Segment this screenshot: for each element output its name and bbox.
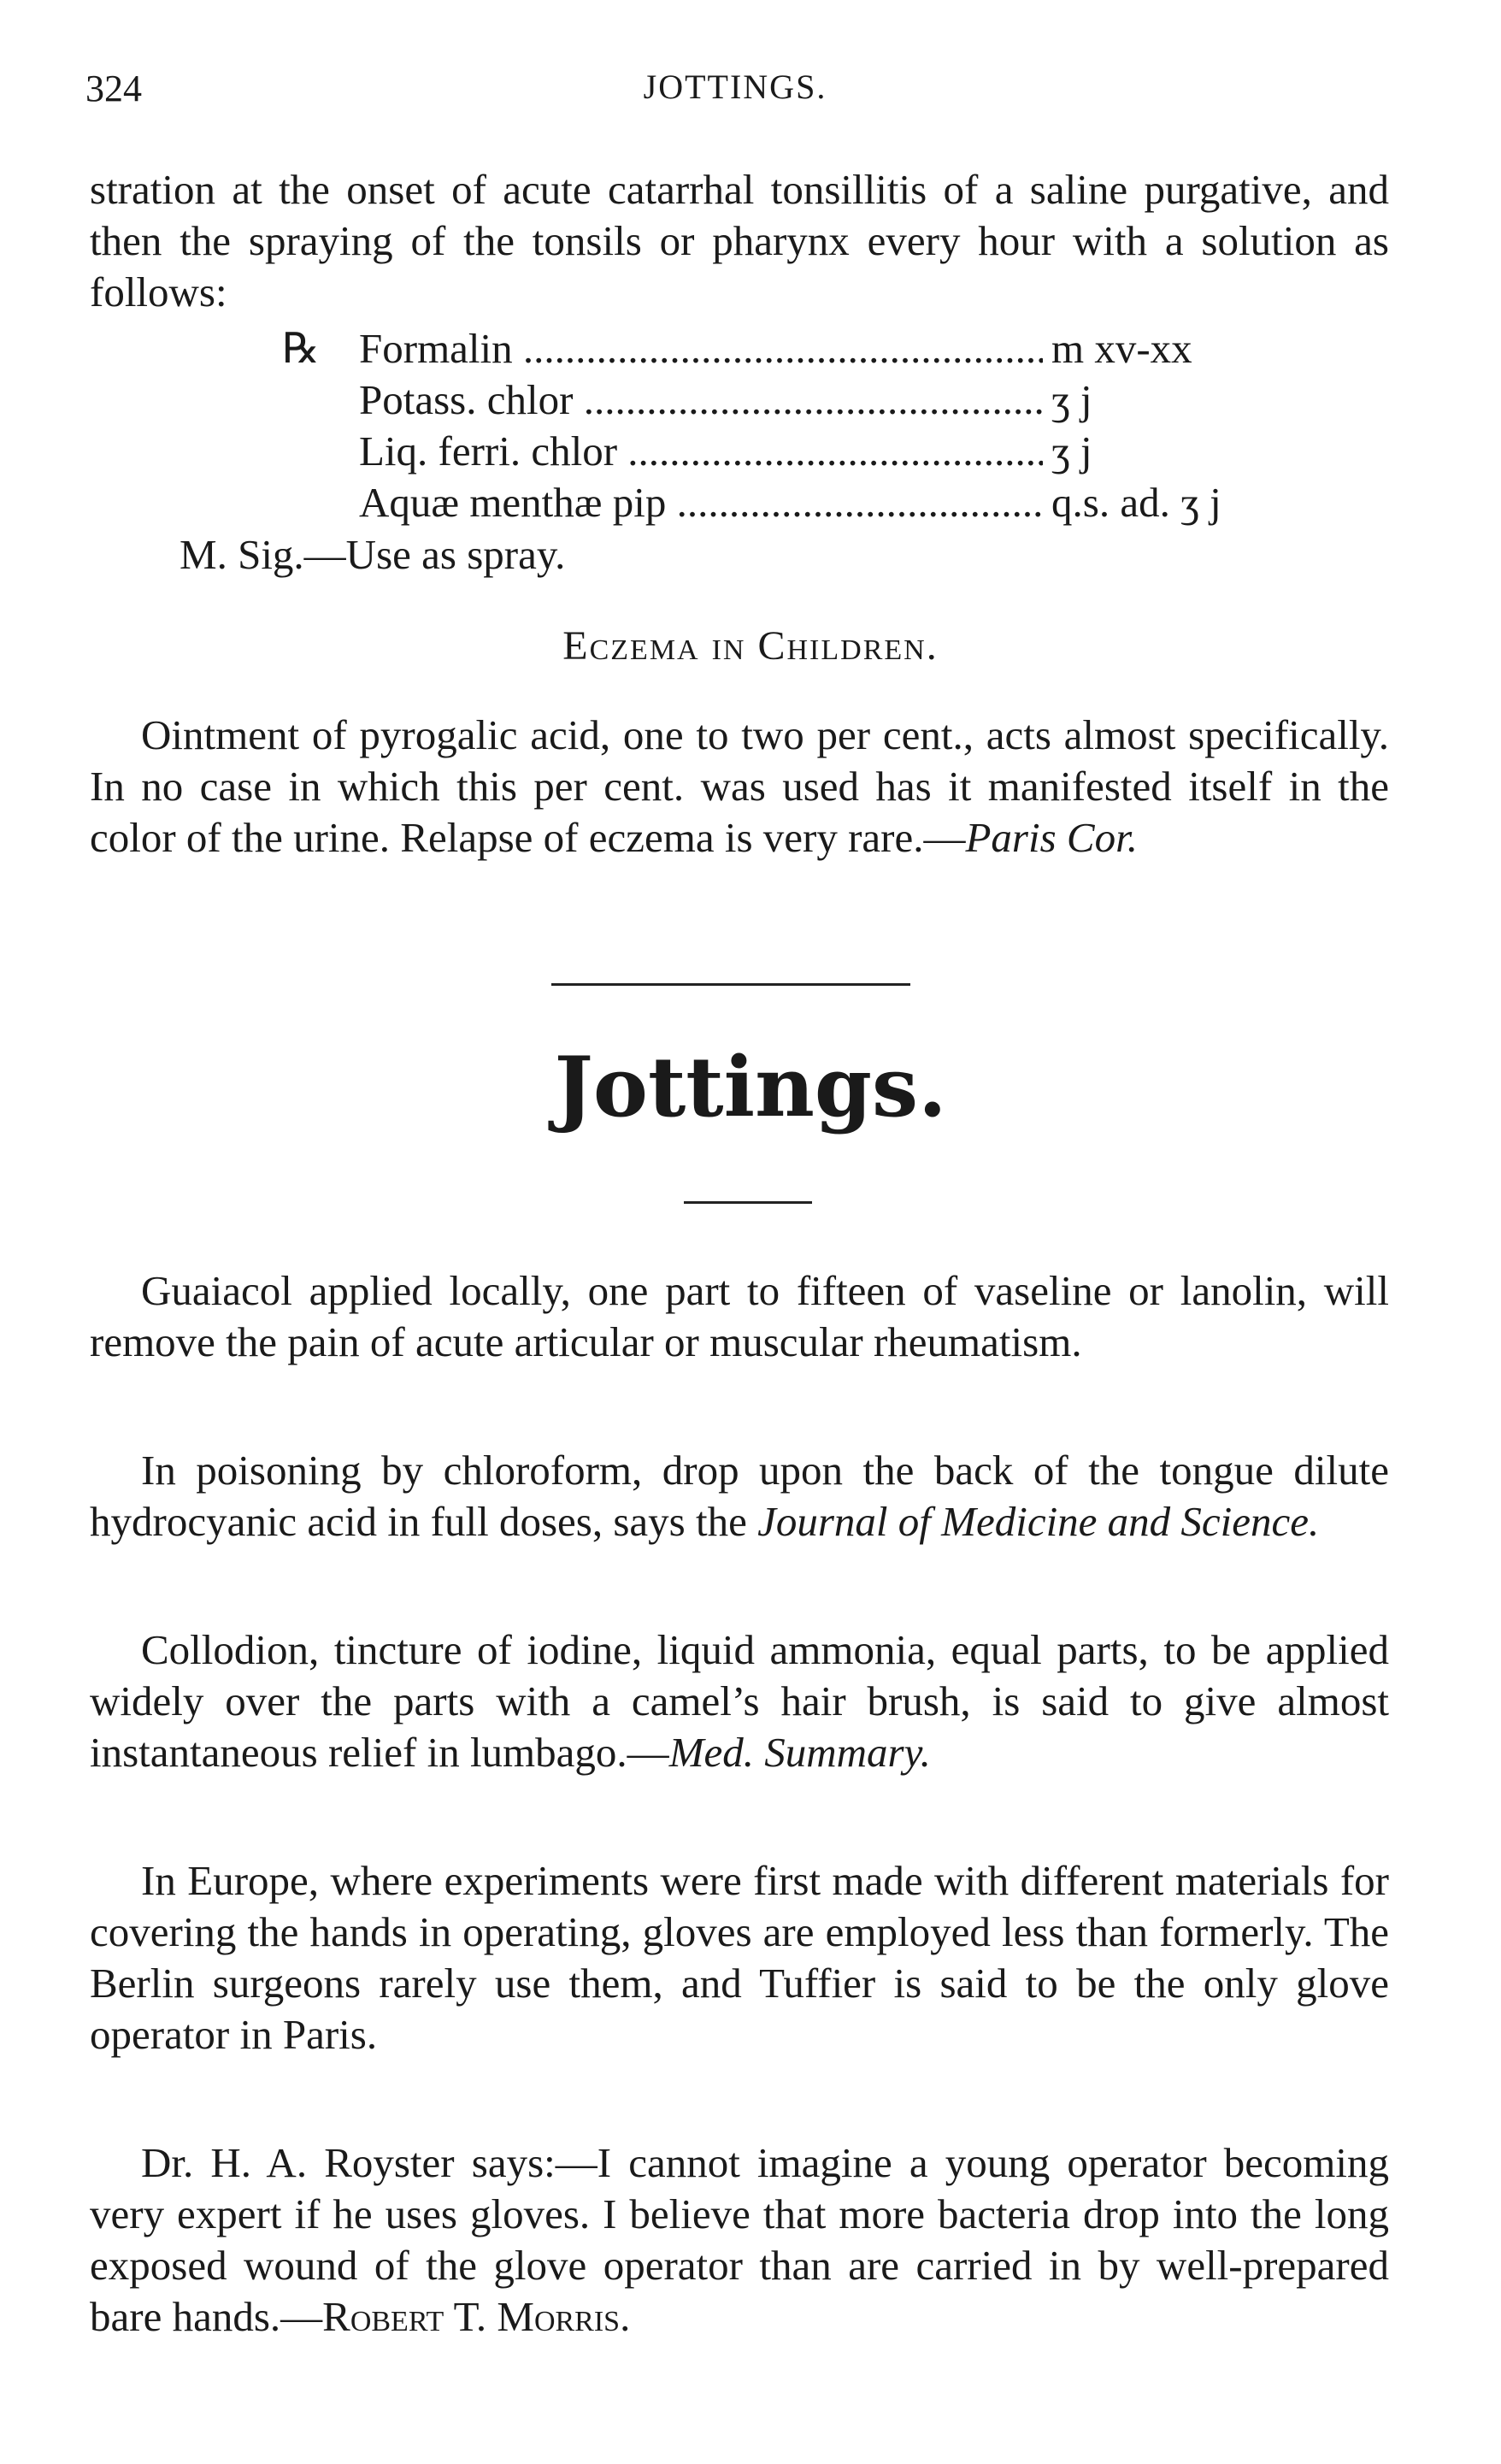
rx-item-dose: ʒ j [1051,427,1092,475]
rx-row [282,374,1308,426]
jottings-source: Med. Summary. [668,1729,931,1776]
jottings-text: Dr. H. A. Royster says:—I cannot imagine a young operator becoming very expert if he uses gloves. I believe that more bacteria drop into the long exposed wound of the glove operator than are carried in by well-prepared bare hands.— [90,2139,1389,2340]
rx-item-name: Potass. chlor ..... [359,374,1043,426]
rx-item-dose: q.s. ad. ʒ j [1051,479,1221,526]
jottings-text: Collodion, tincture of iodine, liquid ammonia, equal parts, to be applied widely over the parts with a camel’s hair brush, is said to give almost instantaneous relief in lumbago.— [90,1626,1389,1776]
page-number: 324 [85,68,142,109]
jottings-author: Robert T. Morris. [322,2293,631,2340]
rx-symbol: ℞ [282,325,320,372]
short-divider [684,1201,812,1204]
eczema-paragraph [90,710,1389,864]
section-heading: Eczema in Children. [562,623,939,669]
jottings-item [90,1265,1389,1368]
jottings-text: In poisoning by chloroform, drop upon the back of the tongue dilute hydrocyanic acid in full doses, says the [90,1447,1389,1545]
jottings-item [90,1855,1389,2060]
eczema-text: Ointment of pyrogalic acid, one to two per cent., acts almost specifically. In no case in which this per cent. was used has it manifested itself in the color of the urine. Relapse of eczema is very rare.— [90,711,1389,861]
page-header [85,67,1385,127]
jottings-source: Journal of Medicine and Science. [757,1498,1320,1545]
jottings-title: Jottings. [554,1039,947,1135]
rx-item-name: Formalin ..... [359,323,1043,374]
jottings-text: Guaiacol applied locally, one part to fifteen of vaseline or lanolin, will remove the pain of acute articular or muscular rheumatism. [90,1267,1389,1365]
rx-row [282,323,1308,374]
divider [551,983,910,986]
rx-signature: M. Sig.—Use as spray. [180,531,566,578]
jottings-item [90,1624,1389,1778]
intro-paragraph [90,164,1389,318]
prescription [282,323,1308,528]
eczema-source: Paris Cor. [965,814,1138,861]
jottings-text: In Europe, where experiments were first made with different materials for covering the hands in operating, gloves are employed less than formerly. The Berlin surgeons rarely use them, and Tuffier is said to be the only glove operator in Paris. [90,1857,1389,2058]
jottings-item [90,2137,1389,2343]
jottings-item [90,1445,1389,1547]
intro-text: stration at the onset of acute catarrhal tonsillitis of a saline purgative, and then the spraying of the tonsils or pharynx every hour with a solution as follows: [90,166,1389,315]
rx-row [282,426,1308,477]
rx-item-dose: m xv-xx [1051,325,1192,372]
running-head: JOTTINGS. [643,68,827,106]
rx-item-name: Liq. ferri. chlor ..... [359,426,1043,477]
rx-item-dose: ʒ j [1051,376,1092,423]
rx-item-name: Aquæ menthæ pip ..... [359,477,1043,528]
rx-row [282,477,1308,528]
